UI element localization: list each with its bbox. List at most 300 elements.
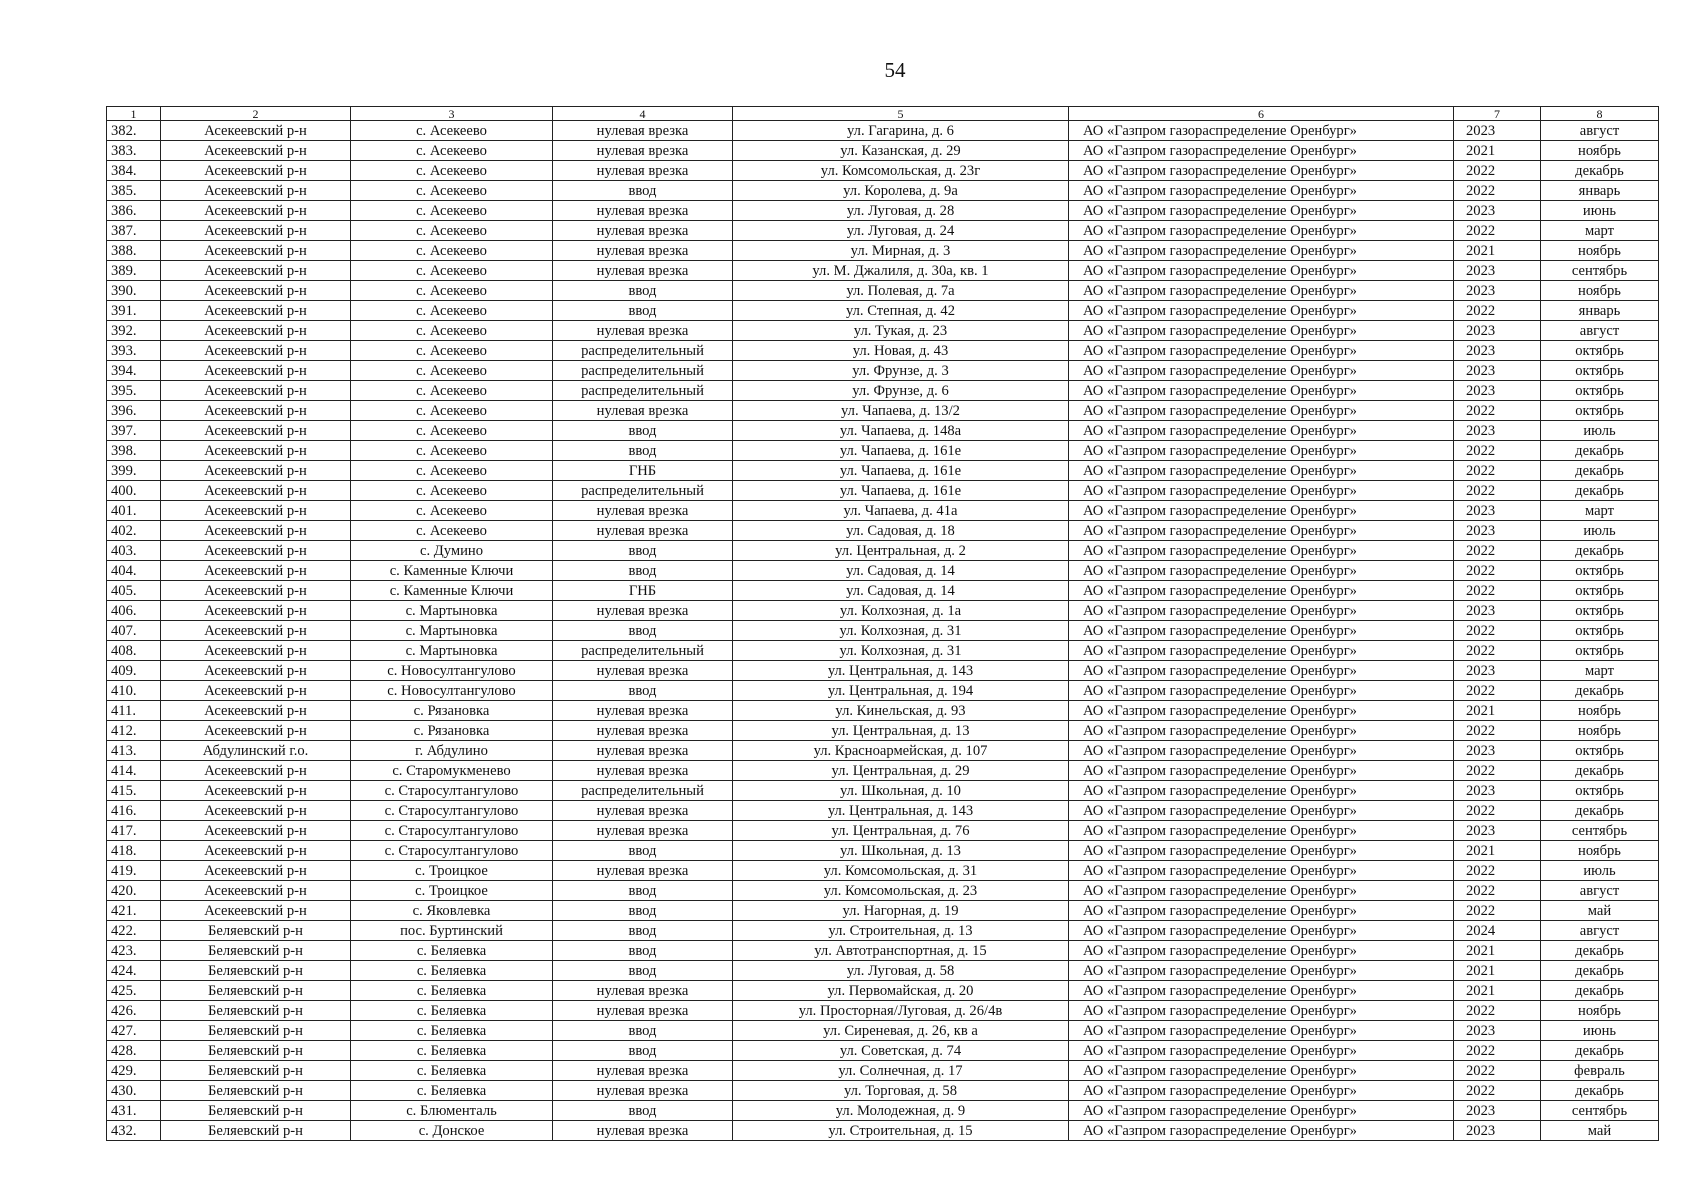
cell-connection-type: ГНБ: [553, 581, 733, 601]
cell-organization: АО «Газпром газораспределение Оренбург»: [1069, 721, 1454, 741]
cell-row-number: 406.: [107, 601, 161, 621]
cell-year: 2021: [1454, 941, 1541, 961]
cell-district: Асекеевский р-н: [161, 541, 351, 561]
cell-connection-type: ГНБ: [553, 461, 733, 481]
table-row: [107, 341, 1659, 361]
cell-settlement: с. Старомукменево: [351, 761, 553, 781]
cell-district: Беляевский р-н: [161, 961, 351, 981]
cell-organization: АО «Газпром газораспределение Оренбург»: [1069, 481, 1454, 501]
header-row: [107, 107, 1659, 121]
cell-address: ул. Школьная, д. 13: [733, 841, 1069, 861]
cell-organization: АО «Газпром газораспределение Оренбург»: [1069, 141, 1454, 161]
cell-month: декабрь: [1541, 161, 1659, 181]
cell-connection-type: нулевая врезка: [553, 121, 733, 141]
table-row: [107, 721, 1659, 741]
cell-year: 2024: [1454, 921, 1541, 941]
table-row: [107, 901, 1659, 921]
cell-connection-type: ввод: [553, 561, 733, 581]
cell-month: сентябрь: [1541, 821, 1659, 841]
table-row: [107, 941, 1659, 961]
cell-settlement: с. Яковлевка: [351, 901, 553, 921]
cell-year: 2023: [1454, 1101, 1541, 1121]
cell-row-number: 428.: [107, 1041, 161, 1061]
cell-address: ул. Чапаева, д. 148а: [733, 421, 1069, 441]
cell-address: ул. Строительная, д. 15: [733, 1121, 1069, 1141]
cell-settlement: с. Мартыновка: [351, 621, 553, 641]
cell-connection-type: нулевая врезка: [553, 261, 733, 281]
cell-organization: АО «Газпром газораспределение Оренбург»: [1069, 1041, 1454, 1061]
cell-district: Асекеевский р-н: [161, 221, 351, 241]
cell-row-number: 398.: [107, 441, 161, 461]
cell-organization: АО «Газпром газораспределение Оренбург»: [1069, 1021, 1454, 1041]
cell-row-number: 431.: [107, 1101, 161, 1121]
cell-address: ул. Молодежная, д. 9: [733, 1101, 1069, 1121]
cell-row-number: 408.: [107, 641, 161, 661]
cell-year: 2023: [1454, 321, 1541, 341]
cell-settlement: с. Рязановка: [351, 701, 553, 721]
cell-year: 2023: [1454, 521, 1541, 541]
cell-address: ул. Нагорная, д. 19: [733, 901, 1069, 921]
cell-year: 2023: [1454, 201, 1541, 221]
cell-district: Беляевский р-н: [161, 1061, 351, 1081]
cell-district: Асекеевский р-н: [161, 401, 351, 421]
cell-month: май: [1541, 1121, 1659, 1141]
cell-row-number: 412.: [107, 721, 161, 741]
cell-row-number: 410.: [107, 681, 161, 701]
cell-year: 2022: [1454, 161, 1541, 181]
table-row: [107, 1081, 1659, 1101]
cell-organization: АО «Газпром газораспределение Оренбург»: [1069, 581, 1454, 601]
cell-address: ул. Советская, д. 74: [733, 1041, 1069, 1061]
cell-month: ноябрь: [1541, 281, 1659, 301]
cell-connection-type: нулевая врезка: [553, 821, 733, 841]
cell-organization: АО «Газпром газораспределение Оренбург»: [1069, 121, 1454, 141]
column-header-3: 3: [351, 107, 553, 121]
cell-settlement: с. Новосултангулово: [351, 681, 553, 701]
cell-connection-type: ввод: [553, 681, 733, 701]
cell-month: декабрь: [1541, 961, 1659, 981]
cell-month: декабрь: [1541, 1041, 1659, 1061]
cell-organization: АО «Газпром газораспределение Оренбург»: [1069, 421, 1454, 441]
cell-settlement: с. Беляевка: [351, 1061, 553, 1081]
cell-settlement: с. Беляевка: [351, 1041, 553, 1061]
cell-district: Асекеевский р-н: [161, 781, 351, 801]
cell-settlement: с. Беляевка: [351, 1021, 553, 1041]
cell-year: 2022: [1454, 1081, 1541, 1101]
table-row: [107, 1001, 1659, 1021]
cell-connection-type: ввод: [553, 901, 733, 921]
cell-connection-type: ввод: [553, 1101, 733, 1121]
cell-settlement: с. Беляевка: [351, 961, 553, 981]
cell-year: 2023: [1454, 121, 1541, 141]
cell-month: март: [1541, 661, 1659, 681]
table-row: [107, 1101, 1659, 1121]
cell-address: ул. Королева, д. 9а: [733, 181, 1069, 201]
cell-row-number: 384.: [107, 161, 161, 181]
cell-district: Асекеевский р-н: [161, 461, 351, 481]
cell-settlement: с. Асекеево: [351, 281, 553, 301]
table-row: [107, 181, 1659, 201]
cell-organization: АО «Газпром газораспределение Оренбург»: [1069, 681, 1454, 701]
cell-settlement: с. Донское: [351, 1121, 553, 1141]
cell-connection-type: нулевая врезка: [553, 721, 733, 741]
cell-address: ул. Солнечная, д. 17: [733, 1061, 1069, 1081]
cell-year: 2022: [1454, 181, 1541, 201]
cell-month: октябрь: [1541, 361, 1659, 381]
cell-month: август: [1541, 881, 1659, 901]
table-row: [107, 701, 1659, 721]
table-row: [107, 161, 1659, 181]
cell-connection-type: нулевая врезка: [553, 601, 733, 621]
cell-district: Асекеевский р-н: [161, 341, 351, 361]
cell-year: 2023: [1454, 661, 1541, 681]
cell-address: ул. Центральная, д. 143: [733, 801, 1069, 821]
cell-month: октябрь: [1541, 741, 1659, 761]
table-row: [107, 441, 1659, 461]
cell-address: ул. Мирная, д. 3: [733, 241, 1069, 261]
cell-district: Беляевский р-н: [161, 1041, 351, 1061]
table-row: [107, 241, 1659, 261]
cell-district: Асекеевский р-н: [161, 481, 351, 501]
cell-settlement: с. Асекеево: [351, 361, 553, 381]
cell-month: август: [1541, 121, 1659, 141]
cell-year: 2022: [1454, 1061, 1541, 1081]
cell-organization: АО «Газпром газораспределение Оренбург»: [1069, 981, 1454, 1001]
cell-district: Беляевский р-н: [161, 1001, 351, 1021]
cell-settlement: с. Каменные Ключи: [351, 581, 553, 601]
cell-month: декабрь: [1541, 761, 1659, 781]
cell-row-number: 418.: [107, 841, 161, 861]
table-row: [107, 561, 1659, 581]
cell-address: ул. Луговая, д. 28: [733, 201, 1069, 221]
cell-address: ул. Красноармейская, д. 107: [733, 741, 1069, 761]
cell-settlement: с. Мартыновка: [351, 601, 553, 621]
table-row: [107, 301, 1659, 321]
cell-district: Асекеевский р-н: [161, 821, 351, 841]
cell-row-number: 394.: [107, 361, 161, 381]
cell-organization: АО «Газпром газораспределение Оренбург»: [1069, 261, 1454, 281]
cell-year: 2022: [1454, 1001, 1541, 1021]
cell-month: январь: [1541, 301, 1659, 321]
cell-month: октябрь: [1541, 641, 1659, 661]
cell-address: ул. Фрунзе, д. 3: [733, 361, 1069, 381]
cell-row-number: 404.: [107, 561, 161, 581]
cell-row-number: 391.: [107, 301, 161, 321]
cell-district: Асекеевский р-н: [161, 901, 351, 921]
cell-address: ул. Садовая, д. 14: [733, 581, 1069, 601]
cell-year: 2021: [1454, 841, 1541, 861]
table-row: [107, 1061, 1659, 1081]
cell-row-number: 401.: [107, 501, 161, 521]
cell-month: ноябрь: [1541, 701, 1659, 721]
cell-row-number: 392.: [107, 321, 161, 341]
cell-connection-type: ввод: [553, 281, 733, 301]
cell-month: сентябрь: [1541, 1101, 1659, 1121]
cell-settlement: с. Асекеево: [351, 241, 553, 261]
cell-connection-type: ввод: [553, 421, 733, 441]
cell-organization: АО «Газпром газораспределение Оренбург»: [1069, 1061, 1454, 1081]
cell-month: октябрь: [1541, 621, 1659, 641]
cell-row-number: 387.: [107, 221, 161, 241]
cell-address: ул. Чапаева, д. 161е: [733, 481, 1069, 501]
cell-district: Асекеевский р-н: [161, 841, 351, 861]
cell-connection-type: распределительный: [553, 381, 733, 401]
cell-settlement: с. Асекеево: [351, 321, 553, 341]
cell-year: 2021: [1454, 701, 1541, 721]
table-row: [107, 801, 1659, 821]
cell-connection-type: нулевая врезка: [553, 201, 733, 221]
cell-organization: АО «Газпром газораспределение Оренбург»: [1069, 361, 1454, 381]
cell-settlement: с. Асекеево: [351, 521, 553, 541]
cell-address: ул. Колхозная, д. 31: [733, 641, 1069, 661]
cell-address: ул. Казанская, д. 29: [733, 141, 1069, 161]
cell-organization: АО «Газпром газораспределение Оренбург»: [1069, 701, 1454, 721]
cell-address: ул. М. Джалиля, д. 30а, кв. 1: [733, 261, 1069, 281]
cell-row-number: 405.: [107, 581, 161, 601]
cell-organization: АО «Газпром газораспределение Оренбург»: [1069, 661, 1454, 681]
cell-district: Беляевский р-н: [161, 941, 351, 961]
cell-row-number: 415.: [107, 781, 161, 801]
cell-year: 2023: [1454, 741, 1541, 761]
cell-connection-type: ввод: [553, 941, 733, 961]
cell-row-number: 393.: [107, 341, 161, 361]
cell-row-number: 389.: [107, 261, 161, 281]
cell-connection-type: нулевая врезка: [553, 701, 733, 721]
gas-connection-table: [106, 106, 1659, 1141]
cell-connection-type: распределительный: [553, 641, 733, 661]
cell-year: 2021: [1454, 961, 1541, 981]
cell-year: 2022: [1454, 801, 1541, 821]
cell-connection-type: нулевая врезка: [553, 321, 733, 341]
cell-organization: АО «Газпром газораспределение Оренбург»: [1069, 321, 1454, 341]
table-row: [107, 641, 1659, 661]
cell-connection-type: распределительный: [553, 361, 733, 381]
cell-address: ул. Гагарина, д. 6: [733, 121, 1069, 141]
cell-organization: АО «Газпром газораспределение Оренбург»: [1069, 541, 1454, 561]
cell-row-number: 395.: [107, 381, 161, 401]
cell-connection-type: распределительный: [553, 781, 733, 801]
cell-organization: АО «Газпром газораспределение Оренбург»: [1069, 741, 1454, 761]
table-row: [107, 381, 1659, 401]
cell-address: ул. Сиреневая, д. 26, кв а: [733, 1021, 1069, 1041]
cell-row-number: 424.: [107, 961, 161, 981]
cell-district: Асекеевский р-н: [161, 881, 351, 901]
cell-month: февраль: [1541, 1061, 1659, 1081]
cell-organization: АО «Газпром газораспределение Оренбург»: [1069, 161, 1454, 181]
cell-settlement: с. Старосултангулово: [351, 781, 553, 801]
cell-connection-type: нулевая врезка: [553, 241, 733, 261]
cell-row-number: 411.: [107, 701, 161, 721]
cell-month: август: [1541, 321, 1659, 341]
cell-district: Асекеевский р-н: [161, 761, 351, 781]
cell-district: Асекеевский р-н: [161, 381, 351, 401]
cell-address: ул. Полевая, д. 7а: [733, 281, 1069, 301]
cell-year: 2022: [1454, 881, 1541, 901]
table-row: [107, 761, 1659, 781]
cell-year: 2021: [1454, 141, 1541, 161]
cell-district: Абдулинский г.о.: [161, 741, 351, 761]
cell-district: Асекеевский р-н: [161, 441, 351, 461]
cell-organization: АО «Газпром газораспределение Оренбург»: [1069, 801, 1454, 821]
table-row: [107, 661, 1659, 681]
cell-address: ул. Колхозная, д. 1а: [733, 601, 1069, 621]
cell-row-number: 409.: [107, 661, 161, 681]
cell-address: ул. Луговая, д. 58: [733, 961, 1069, 981]
cell-connection-type: нулевая врезка: [553, 741, 733, 761]
cell-address: ул. Центральная, д. 194: [733, 681, 1069, 701]
table-row: [107, 461, 1659, 481]
cell-connection-type: распределительный: [553, 481, 733, 501]
cell-district: Беляевский р-н: [161, 1081, 351, 1101]
column-header-4: 4: [553, 107, 733, 121]
cell-month: декабрь: [1541, 481, 1659, 501]
cell-organization: АО «Газпром газораспределение Оренбург»: [1069, 381, 1454, 401]
cell-row-number: 420.: [107, 881, 161, 901]
table-row: [107, 1041, 1659, 1061]
cell-year: 2022: [1454, 721, 1541, 741]
cell-organization: АО «Газпром газораспределение Оренбург»: [1069, 621, 1454, 641]
cell-settlement: с. Асекеево: [351, 421, 553, 441]
table-row: [107, 881, 1659, 901]
cell-district: Асекеевский р-н: [161, 561, 351, 581]
cell-year: 2022: [1454, 621, 1541, 641]
cell-year: 2022: [1454, 581, 1541, 601]
cell-month: октябрь: [1541, 341, 1659, 361]
table-row: [107, 281, 1659, 301]
cell-month: август: [1541, 921, 1659, 941]
cell-district: Асекеевский р-н: [161, 421, 351, 441]
cell-district: Асекеевский р-н: [161, 621, 351, 641]
table-row: [107, 261, 1659, 281]
column-header-2: 2: [161, 107, 351, 121]
cell-address: ул. Центральная, д. 76: [733, 821, 1069, 841]
cell-settlement: с. Асекеево: [351, 461, 553, 481]
cell-connection-type: нулевая врезка: [553, 501, 733, 521]
column-header-5: 5: [733, 107, 1069, 121]
table-row: [107, 961, 1659, 981]
cell-address: ул. Чапаева, д. 161е: [733, 441, 1069, 461]
cell-address: ул. Тукая, д. 23: [733, 321, 1069, 341]
cell-row-number: 419.: [107, 861, 161, 881]
cell-address: ул. Просторная/Луговая, д. 26/4в: [733, 1001, 1069, 1021]
cell-settlement: с. Каменные Ключи: [351, 561, 553, 581]
cell-organization: АО «Газпром газораспределение Оренбург»: [1069, 781, 1454, 801]
cell-month: июль: [1541, 421, 1659, 441]
cell-year: 2022: [1454, 301, 1541, 321]
column-header-7: 7: [1454, 107, 1541, 121]
cell-year: 2022: [1454, 221, 1541, 241]
table-row: [107, 521, 1659, 541]
cell-organization: АО «Газпром газораспределение Оренбург»: [1069, 401, 1454, 421]
cell-month: ноябрь: [1541, 841, 1659, 861]
cell-year: 2023: [1454, 1121, 1541, 1141]
cell-year: 2022: [1454, 761, 1541, 781]
cell-year: 2022: [1454, 641, 1541, 661]
cell-connection-type: ввод: [553, 541, 733, 561]
cell-year: 2023: [1454, 781, 1541, 801]
cell-address: ул. Кинельская, д. 93: [733, 701, 1069, 721]
cell-year: 2022: [1454, 441, 1541, 461]
cell-connection-type: нулевая врезка: [553, 661, 733, 681]
cell-row-number: 417.: [107, 821, 161, 841]
cell-district: Асекеевский р-н: [161, 721, 351, 741]
table-row: [107, 621, 1659, 641]
cell-address: ул. Строительная, д. 13: [733, 921, 1069, 941]
cell-row-number: 429.: [107, 1061, 161, 1081]
cell-year: 2023: [1454, 341, 1541, 361]
cell-district: Беляевский р-н: [161, 1101, 351, 1121]
cell-connection-type: нулевая врезка: [553, 761, 733, 781]
cell-organization: АО «Газпром газораспределение Оренбург»: [1069, 941, 1454, 961]
table-row: [107, 781, 1659, 801]
cell-settlement: с. Асекеево: [351, 381, 553, 401]
cell-connection-type: ввод: [553, 181, 733, 201]
cell-row-number: 400.: [107, 481, 161, 501]
cell-year: 2022: [1454, 561, 1541, 581]
cell-address: ул. Степная, д. 42: [733, 301, 1069, 321]
cell-month: сентябрь: [1541, 261, 1659, 281]
cell-settlement: с. Беляевка: [351, 981, 553, 1001]
cell-address: ул. Комсомольская, д. 23г: [733, 161, 1069, 181]
cell-row-number: 432.: [107, 1121, 161, 1141]
cell-organization: АО «Газпром газораспределение Оренбург»: [1069, 281, 1454, 301]
cell-connection-type: нулевая врезка: [553, 861, 733, 881]
cell-settlement: с. Беляевка: [351, 1081, 553, 1101]
cell-year: 2022: [1454, 401, 1541, 421]
cell-month: октябрь: [1541, 601, 1659, 621]
cell-district: Асекеевский р-н: [161, 361, 351, 381]
cell-row-number: 386.: [107, 201, 161, 221]
cell-district: Асекеевский р-н: [161, 681, 351, 701]
column-header-1: 1: [107, 107, 161, 121]
cell-address: ул. Чапаева, д. 41а: [733, 501, 1069, 521]
cell-address: ул. Чапаева, д. 13/2: [733, 401, 1069, 421]
cell-year: 2023: [1454, 361, 1541, 381]
cell-settlement: с. Асекеево: [351, 201, 553, 221]
cell-month: декабрь: [1541, 461, 1659, 481]
column-header-8: 8: [1541, 107, 1659, 121]
cell-connection-type: нулевая врезка: [553, 1061, 733, 1081]
cell-month: июнь: [1541, 1021, 1659, 1041]
cell-connection-type: ввод: [553, 301, 733, 321]
cell-row-number: 427.: [107, 1021, 161, 1041]
cell-settlement: с. Асекеево: [351, 441, 553, 461]
cell-row-number: 422.: [107, 921, 161, 941]
cell-row-number: 421.: [107, 901, 161, 921]
cell-row-number: 416.: [107, 801, 161, 821]
cell-year: 2022: [1454, 461, 1541, 481]
cell-organization: АО «Газпром газораспределение Оренбург»: [1069, 301, 1454, 321]
cell-organization: АО «Газпром газораспределение Оренбург»: [1069, 601, 1454, 621]
cell-settlement: с. Асекеево: [351, 341, 553, 361]
cell-organization: АО «Газпром газораспределение Оренбург»: [1069, 521, 1454, 541]
cell-month: март: [1541, 501, 1659, 521]
cell-settlement: с. Асекеево: [351, 401, 553, 421]
cell-address: ул. Центральная, д. 2: [733, 541, 1069, 561]
cell-organization: АО «Газпром газораспределение Оренбург»: [1069, 461, 1454, 481]
cell-month: декабрь: [1541, 941, 1659, 961]
cell-organization: АО «Газпром газораспределение Оренбург»: [1069, 561, 1454, 581]
cell-month: октябрь: [1541, 781, 1659, 801]
cell-settlement: с. Асекеево: [351, 161, 553, 181]
cell-year: 2022: [1454, 861, 1541, 881]
cell-address: ул. Центральная, д. 143: [733, 661, 1069, 681]
table-row: [107, 681, 1659, 701]
cell-district: Асекеевский р-н: [161, 801, 351, 821]
cell-settlement: с. Мартыновка: [351, 641, 553, 661]
cell-settlement: с. Асекеево: [351, 181, 553, 201]
cell-year: 2022: [1454, 481, 1541, 501]
